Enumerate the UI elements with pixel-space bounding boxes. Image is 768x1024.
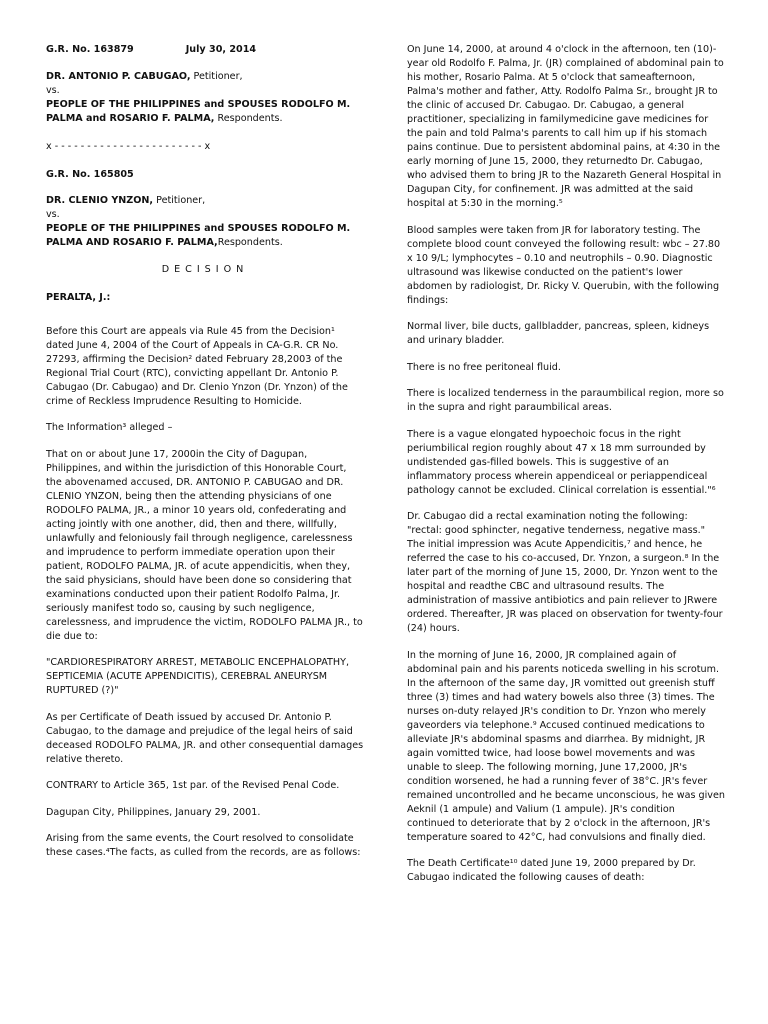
body-paragraph: The Information³ alleged – [46,422,173,433]
respondents-name: PEOPLE OF THE PHILIPPINES and SPOUSES RODOLFO M. PALMA and ROSARIO F. PALMA, [46,98,351,124]
separator-line: x - - - - - - - - - - - - - - - - - - - - - - - x [46,140,211,152]
case-header-1 [46,43,364,57]
body-paragraph: There is no free peritoneal fluid. [407,361,561,373]
vs-text: vs. [46,84,60,96]
body-paragraph: Before this Court are appeals via Rule 45 from the Decision¹ dated June 4, 2004 of the Court of Appeals in CA-G.R. CR No. 27293, affirming the Decision² dated February 28,2003 of the Regional Trial Court (RTC), convicting appellant Dr. Antonio P. Cabugao (Dr. Cabugao) and Dr. Clenio Ynzon (Dr. Ynzon) of the crime of Reckless Imprudence Resulting to Homicide. [46,325,348,407]
respondents-name-2: PEOPLE OF THE PHILIPPINES and SPOUSES RODOLFO M. PALMA AND ROSARIO F. PALMA, [46,223,351,248]
parties-2 [46,194,364,250]
parties-1 [46,70,364,126]
body-paragraph: There is localized tenderness in the paraumbilical region, more so in the supra and right paraumbilical areas. [407,388,724,413]
body-paragraph: Normal liver, bile ducts, gallbladder, pancreas, spleen, kidneys and urinary bladder. [407,321,710,346]
body-paragraph: Arising from the same events, the Court resolved to consolidate these cases.⁴The facts, as culled from the records, are as follows: [46,833,361,858]
decision-title: DECISION [161,263,249,275]
body-paragraph: In the morning of June 16, 2000, JR complained again of abdominal pain and his parents noticeda swelling in his scrotum. In the afternoon of the same day, JR vomitted out greenish stuff three (3) times and had watery bowels also three (3) times. The nurses on-duty relayed JR's condition to Dr. Ynzon who merely gaveorders via telephone.⁹ Accused continued medications to alleviate JR's abdominal spasms and diarrhea. By midnight, JR again vomitted twice, had loose bowel movements and was unable to sleep. The following morning, June 17,2000, JR's condition worsened, he had a running fever of 38°C. JR's fever remained uncontrolled and he became unconscious, he was given Aeknil (1 ampule) and Valium (1 ampule). JR's condition continued to deteriorate that by 2 o'clock in the afternoon, JR's temperature soared to 42°C, had convulsions and finally died. [407,649,725,843]
right-column [407,43,725,898]
body-paragraph: There is a vague elongated hypoechoic focus in the right periumbilical region roughly about 47 x 18 mm surrounded by undistended gas-filled bowels. This is suggestive of an inflammatory process wherein appendiceal or periappendiceal pathology cannot be excluded. Clinical correlation is essential."⁶ [407,428,716,496]
body-paragraph: That on or about June 17, 2000in the City of Dagupan, Philippines, and within the jurisdiction of this Honorable Court, the abovenamed accused, DR. ANTONIO P. CABUGAO and DR. CLENIO YNZON, being then the attending physicians of one RODOLFO PALMA, JR., a minor 10 years old, confederating and acting jointly with one another, did, then and there, willfully, unlawfully and feloniously fail through negligence, carelessness and imprudence to perform immediate operation upon their patient, RODOLFO PALMA, JR. of acute appendicitis, when they, the said physicians, should have been done so considering that examinations conducted upon their patient Rodolfo Palma, Jr. seriously manifest todo so, causing by such negligence, carelessness, and imprudence the victim, RODOLFO PALMA JR., to die due to: [46,448,363,642]
vs-text-2: vs. [46,209,60,220]
body-paragraph: As per Certificate of Death issued by accused Dr. Antonio P. Cabugao, to the damage and prejudice of the legal heirs of said deceased RODOLFO PALMA, JR. and other consequential damages relative thereto. [46,711,364,765]
gr-number: G.R. No. 163879 [46,44,134,55]
respondents-label-2: Respondents. [217,237,283,248]
decision-date: July 30, 2014 [185,44,257,55]
left-column [46,43,364,873]
petitioner-name-2: DR. CLENIO YNZON, [46,195,154,206]
body-paragraph: "CARDIORESPIRATORY ARREST, METABOLIC ENCEPHALOPATHY, SEPTICEMIA (ACUTE APPENDICITIS), CEREBRAL ANEURYSM RUPTURED (?)" [46,657,350,696]
body-paragraph: On June 14, 2000, at around 4 o'clock in the afternoon, ten (10)-year old Rodolfo F. Palma, Jr. (JR) complained of abdominal pain to his mother, Rosario Palma. At 5 o'clock that sameafternoon, Palma's mother and father, Atty. Rodolfo Palma Sr., brought JR to the clinic of accused Dr. Cabugao. Dr. Cabugao, a general practitioner, specializing in familymedicine gave medicines for the pain and told Palma's parents to call him up if his stomach pains continue. Due to persistent abdominal pains, at 4:30 in the early morning of June 15, 2000, they returnedto Dr. Cabugao, who advised them to bring JR to the Nazareth General Hospital in Dagupan City, for confinement. JR was admitted at the said hospital at 5:30 in the morning.⁵ [407,44,724,209]
ponente: PERALTA, J.: [46,291,111,303]
case-header-2 [46,168,364,182]
body-paragraph: The Death Certificate¹⁰ dated June 19, 2000 prepared by Dr. Cabugao indicated the following causes of death: [407,858,696,883]
petitioner-label-2: Petitioner, [153,195,206,206]
respondents-label: Respondents. [214,112,283,124]
body-paragraph: Dagupan City, Philippines, January 29, 2001. [46,806,261,818]
gr-number-2: G.R. No. 165805 [46,168,134,180]
petitioner-name: DR. ANTONIO P. CABUGAO, [46,70,191,82]
body-paragraph: CONTRARY to Article 365, 1st par. of the Revised Penal Code. [46,780,340,791]
petitioner-label: Petitioner, [190,70,243,82]
body-paragraph: Blood samples were taken from JR for laboratory testing. The complete blood count conveyed the following result: wbc – 27.80 x 10 9/L; lymphocytes – 0.10 and neutrophils – 0.90. Diagnostic ultrasound was likewise conducted on the patient's lower abdomen by radiologist, Dr. Ricky V. Querubin, with the following findings: [407,224,721,306]
body-paragraph: Dr. Cabugao did a rectal examination noting the following: "rectal: good sphincter, negative tenderness, negative mass." The initial impression was Acute Appendicitis,⁷ and hence, he referred the case to his co-accused, Dr. Ynzon, a surgeon.⁸ In the later part of the morning of June 15, 2000, Dr. Ynzon went to the hospital and readthe CBC and ultrasound results. The administration of massive antibiotics and pain reliever to JRwere ordered. Thereafter, JR was placed on observation for twenty-four (24) hours. [407,511,723,634]
